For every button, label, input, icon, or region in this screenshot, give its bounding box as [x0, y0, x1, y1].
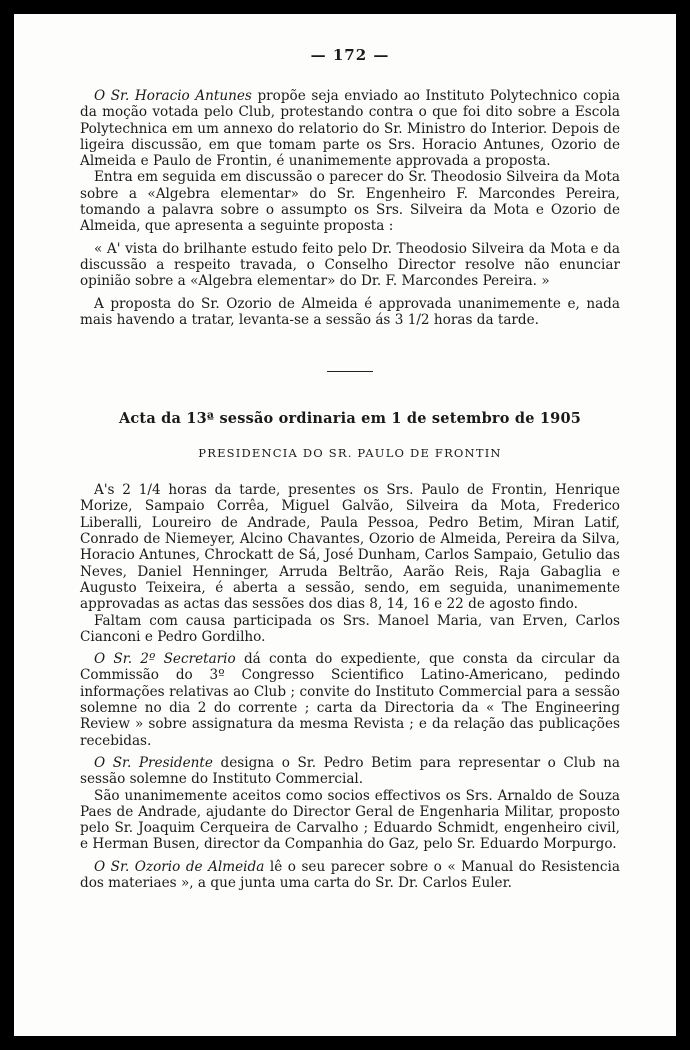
- paragraph-secretary-report: [80, 651, 620, 749]
- speaker-name: O Sr. 2º Secretario: [94, 651, 236, 668]
- paragraph-attendance: A's 2 1/4 horas da tarde, presentes os Srs. Paulo de Frontin, Henrique Morize, Sampaio Corrêa, Miguel Galvão, Silveira da Mota, Frederico Liberalli, Loureiro de Andrade, Paula Pessoa, Pedro Betim, Miran Latif, Conrado de Niemeyer, Alcino Chavantes, Ozorio de Almeida, Pereira da Silva, Horacio Antunes, Chrockatt de Sá, José Dunham, Carlos Sampaio, Getulio das Neves, Daniel Henninger, Arruda Beltrão, Aarão Reis, Raja Gabaglia e Augusto Teixeira, é aberta a sessão, sendo, em seguida, unanimemente approvadas as actas das sessões dos dias 8, 14, 16 e 22 de agosto findo.: [80, 482, 620, 613]
- paragraph-approval-closing: A proposta do Sr. Ozorio de Almeida é approvada unanimemente e, nada mais havendo a tratar, levanta-se a sessão ás 3 1/2 horas da tarde.: [80, 295, 620, 328]
- paragraph-text: dá conta do expediente, que consta da circular da Commissão do 3º Congresso Scientifico Latino-Americano, pedindo informações relativas ao Club ; convite do Instituto Commercial para a sessão solemne no dia 2 do corrente ; carta da Directoria da « The Engineering Review » sobre assignatura da mesma Revista ; e da relação das publicações recebidas.: [80, 651, 620, 749]
- page-number: — 172 —: [310, 46, 390, 64]
- paragraph-new-members: São unanimemente aceitos como socios effectivos os Srs. Arnaldo de Souza Paes de Andrade, ajudante do Director Geral de Engenharia Militar, proposto pelo Sr. Joaquim Cerqueira de Carvalho ; Eduardo Schmidt, engenheiro civil, e Herman Busen, director da Companhia do Gaz, pelo Sr. Eduardo Morpurgo.: [80, 787, 620, 853]
- paragraph-council-resolution: « A' vista do brilhante estudo feito pelo Dr. Theodosio Silveira da Mota e da discussão a respeito travada, o Conselho Director resolve não enunciar opinião sobre a «Algebra elementar» do Dr. F. Marcondes Pereira. »: [80, 240, 620, 290]
- paragraph-text: propõe seja enviado ao Instituto Polytechnico copia da moção votada pelo Club, protestando contra o que foi dito sobre a Escola Polytechnica em um annexo do relatorio do Sr. Ministro do Interior. Depois de ligeira discussão, em que tomam parte os Srs. Horacio Antunes, Ozorio de Almeida e Paulo de Frontin, é unanimemente approvada a proposta.: [80, 88, 620, 170]
- speaker-name: O Sr. Presidente: [94, 754, 213, 771]
- paragraph-president-designation: [80, 755, 620, 788]
- speaker-name: O Sr. Ozorio de Almeida: [94, 858, 265, 875]
- paragraph-absences: Faltam com causa participada os Srs. Manoel Maria, van Erven, Carlos Cianconi e Pedro Gordilho.: [80, 612, 620, 645]
- paragraph-algebra-discussion: Entra em seguida em discussão o parecer do Sr. Theodosio Silveira da Mota sobre a «Algebra elementar» do Sr. Engenheiro F. Marcondes Pereira, tomando a palavra sobre o assumpto os Srs. Silveira da Mota e Ozorio de Almeida, que apresenta a seguinte proposta :: [80, 169, 620, 235]
- session-heading: Acta da 13ª sessão ordinaria em 1 de setembro de 1905: [118, 410, 582, 428]
- presidency-subheading: PRESIDENCIA DO SR. PAULO DE FRONTIN: [198, 446, 502, 461]
- speaker-name: O Sr. Horacio Antunes: [94, 88, 252, 104]
- page-content: [80, 14, 620, 891]
- section-divider: [327, 371, 373, 372]
- paragraph-text: lê o seu parecer sobre o « Manual do Resistencia dos materiaes », a que junta uma carta do Sr. Dr. Carlos Euler.: [80, 858, 620, 891]
- paragraph-horacio-proposal: [80, 88, 620, 169]
- document-page: [14, 14, 676, 1036]
- paragraph-text: designa o Sr. Pedro Betim para representar o Club na sessão solemne do Instituto Commercial.: [80, 754, 620, 788]
- paragraph-ozorio-opinion: [80, 859, 620, 892]
